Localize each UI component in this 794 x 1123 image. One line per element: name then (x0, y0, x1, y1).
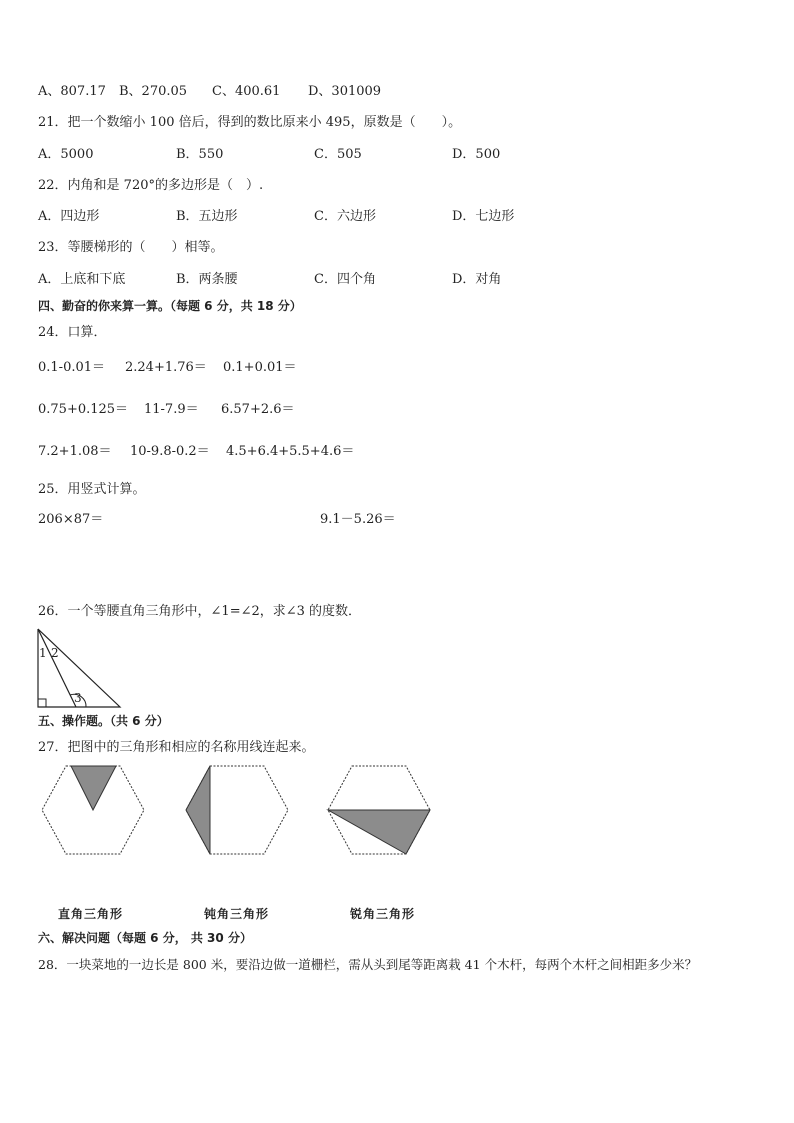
option-b: B、270.05 (119, 84, 188, 99)
right-triangle-figure (34, 625, 124, 710)
q22-option-a: A．四边形 (38, 209, 100, 224)
q21-option-c: C．505 (314, 147, 362, 162)
calc-item: 0.1+0.01＝ (223, 360, 297, 375)
question-26: 26．一个等腰直角三角形中，∠1=∠2，求∠3 的度数． (38, 604, 362, 619)
question-23: 23．等腰梯形的（ ）相等。 (38, 240, 224, 255)
hexagon-figure-2 (184, 764, 290, 856)
calc-item: 4.5+6.4+5.5+4.6＝ (226, 444, 355, 459)
question-22: 22．内角和是 720°的多边形是（ ）. (38, 178, 264, 193)
calc-item: 11-7.9＝ (144, 402, 199, 417)
q22-option-d: D．七边形 (452, 209, 515, 224)
section-5-heading: 五、操作题。（共 6 分） (38, 714, 169, 728)
option-a: A、807.17 (38, 84, 106, 99)
angle-label-3: 3 (74, 691, 82, 705)
label-obtuse-triangle: 钝角三角形 (204, 907, 270, 921)
q22-option-c: C．六边形 (314, 209, 376, 224)
hexagon-figure-3 (326, 764, 432, 856)
hexagon-figure-1 (40, 764, 146, 856)
question-24: 24．口算． (38, 325, 107, 340)
q21-option-b: B．550 (176, 147, 224, 162)
question-27: 27．把图中的三角形和相应的名称用线连起来。 (38, 740, 315, 755)
section-4-heading: 四、勤奋的你来算一算。（每题 6 分，共 18 分） (38, 299, 302, 313)
angle-label-1: 1 (39, 646, 47, 660)
option-c: C、400.61 (212, 84, 281, 99)
calc-item: 2.24+1.76＝ (125, 360, 207, 375)
vertical-calc-item: 9.1－5.26＝ (320, 512, 396, 527)
vertical-calc-item: 206×87＝ (38, 512, 104, 527)
calc-item: 0.1-0.01＝ (38, 360, 106, 375)
option-d: D、301009 (308, 84, 382, 99)
q22-option-b: B．五边形 (176, 209, 238, 224)
calc-item: 7.2+1.08＝ (38, 444, 112, 459)
q21-option-d: D．500 (452, 147, 501, 162)
calc-item: 10-9.8-0.2＝ (130, 444, 210, 459)
q23-option-c: C．四个角 (314, 272, 376, 287)
calc-item: 0.75+0.125＝ (38, 402, 129, 417)
label-acute-triangle: 锐角三角形 (350, 907, 416, 921)
section-6-heading: 六、解决问题（每题 6 分， 共 30 分） (38, 931, 252, 945)
angle-label-2: 2 (51, 646, 59, 660)
question-28: 28．一块菜地的一边长是 800 米，要沿边做一道栅栏，需从头到尾等距离栽 41 个木杆，每两个木杆之间相距多少米？ (38, 957, 698, 972)
q23-option-b: B．两条腰 (176, 272, 238, 287)
q23-option-d: D．对角 (452, 272, 502, 287)
q21-option-a: A．5000 (38, 147, 94, 162)
q23-option-a: A．上底和下底 (38, 272, 126, 287)
calc-item: 6.57+2.6＝ (221, 402, 295, 417)
label-right-triangle: 直角三角形 (58, 907, 124, 921)
question-25: 25．用竖式计算。 (38, 482, 146, 497)
question-21: 21．把一个数缩小 100 倍后，得到的数比原来小 495，原数是（ ）。 (38, 115, 462, 130)
